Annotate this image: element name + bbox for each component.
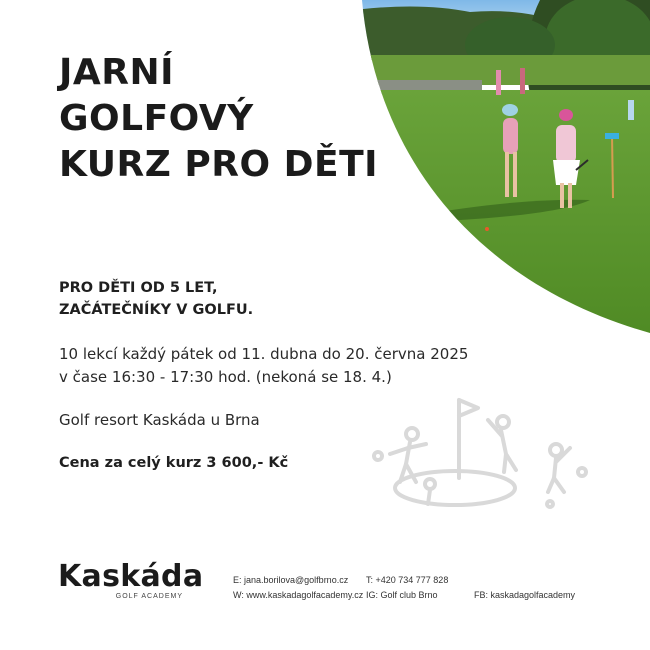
subtitle-line-1: PRO DĚTI OD 5 LET, bbox=[59, 280, 218, 296]
golf-illustration bbox=[370, 392, 600, 514]
contact-instagram: IG: Golf club Brno bbox=[366, 590, 438, 600]
logo-subtitle: GOLF ACADEMY bbox=[115, 593, 183, 600]
schedule-line-2: v čase 16:30 - 17:30 hod. (nekoná se 18. 4.) bbox=[59, 368, 392, 386]
title-line-3: KURZ PRO DĚTI bbox=[59, 144, 379, 185]
audience-subtitle bbox=[59, 277, 253, 321]
location-text: Golf resort Kaskáda u Brna bbox=[59, 411, 260, 429]
logo-wordmark: Kaskáda bbox=[58, 559, 204, 594]
contact-email: E: jana.borilova@golfbrno.cz bbox=[233, 575, 349, 585]
contact-col-1 bbox=[233, 573, 363, 603]
contact-web: W: www.kaskadagolfacademy.cz bbox=[233, 590, 364, 600]
price-text: Cena za celý kurz 3 600,- Kč bbox=[59, 455, 289, 471]
kaskada-logo bbox=[58, 561, 223, 600]
contact-col-2 bbox=[366, 573, 448, 603]
subtitle-line-2: ZAČÁTEČNÍKY V GOLFU. bbox=[59, 302, 254, 318]
schedule-text bbox=[59, 343, 468, 389]
title-line-1: JARNÍ bbox=[59, 52, 174, 93]
contact-phone: T: +420 734 777 828 bbox=[366, 575, 449, 585]
page-title bbox=[59, 50, 378, 188]
schedule-line-1: 10 lekcí každý pátek od 11. dubna do 20. června 2025 bbox=[59, 345, 469, 363]
contact-facebook: FB: kaskadagolfacademy bbox=[474, 590, 576, 600]
contact-col-3 bbox=[474, 573, 575, 603]
title-line-2: GOLFOVÝ bbox=[59, 98, 254, 139]
